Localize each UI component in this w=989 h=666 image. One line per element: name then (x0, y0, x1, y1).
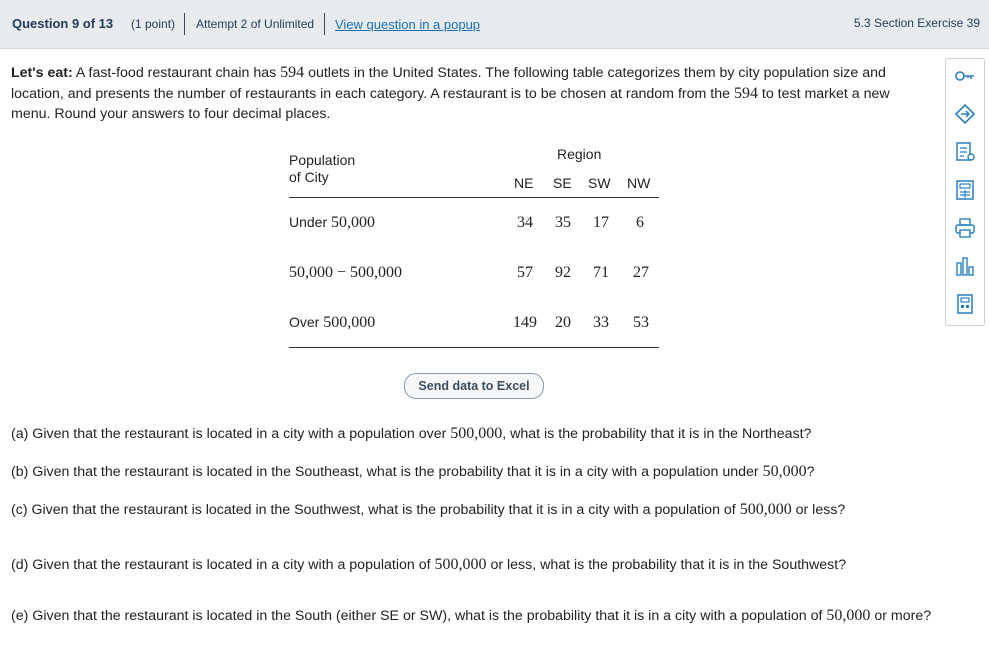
row-label: Over 500,000 (289, 314, 376, 331)
cell-nw: 6 (636, 214, 644, 231)
problem-text: A fast-food restaurant chain has (72, 65, 281, 81)
col-header-se: SE (553, 175, 572, 191)
question-d: (d) Given that the restaurant is located in a city with a population of 500,000 or less, what is the probability that it is in the Southwest? (11, 556, 847, 573)
region-label: Region (557, 146, 602, 162)
checklist-icon[interactable] (954, 141, 976, 163)
question-header (0, 0, 989, 49)
col-header-nw: NW (627, 175, 651, 191)
calculator-icon[interactable] (954, 179, 976, 201)
row-header-city: of City (289, 169, 329, 185)
key-icon[interactable] (954, 65, 976, 87)
cell-sw: 71 (593, 264, 609, 281)
row-label: Under 50,000 (289, 214, 376, 231)
send-to-excel-button[interactable]: Send data to Excel (404, 373, 544, 399)
problem-number: 594 (733, 84, 758, 102)
problem-text: outlets in the United States. The following table categorizes them by city population size and location, and presents the number of restaurants in each category. A restaurant is to be chosen at random from the (11, 65, 886, 102)
table-bottom-rule (289, 347, 659, 348)
problem-number: 594 (280, 64, 305, 81)
question-counter: Question 9 of 13 (12, 16, 114, 31)
attempt-label: Attempt 2 of Unlimited (196, 17, 315, 31)
row-header-population: Population (289, 152, 356, 168)
table-header-rule (289, 197, 659, 198)
cell-nw: 53 (633, 314, 649, 331)
col-header-sw: SW (588, 175, 611, 191)
cell-ne: 34 (517, 214, 533, 231)
question-a: (a) Given that the restaurant is located in a city with a population over 500,000, what is the probability that it is in the Northeast? (11, 425, 812, 442)
bar-chart-icon[interactable] (954, 255, 976, 277)
cell-sw: 33 (593, 314, 609, 331)
cell-nw: 27 (633, 264, 649, 281)
row-label: 50,000 − 500,000 (289, 264, 403, 281)
tools-sidebar (945, 58, 985, 326)
cell-se: 92 (555, 264, 571, 281)
cell-ne: 149 (513, 314, 537, 331)
print-icon[interactable] (954, 217, 976, 239)
popup-link[interactable]: View question in a popup (335, 17, 481, 32)
points-label: (1 point) (131, 17, 176, 31)
question-e: (e) Given that the restaurant is located in the South (either SE or SW), what is the probability that it is in a city with a population of 50,000 or more? (11, 607, 932, 624)
problem-statement (11, 63, 921, 125)
problem-text: to test market a new menu. Round your answers to four decimal places. (11, 85, 890, 122)
question-b: (b) Given that the restaurant is located in the Southeast, what is the probability that it is in a city with a population under 50,000? (11, 463, 815, 480)
tag-icon[interactable] (954, 103, 976, 125)
col-header-ne: NE (514, 175, 534, 191)
section-label: 5.3 Section Exercise 39 (853, 16, 980, 30)
problem-lead: Let's eat: (11, 65, 73, 81)
cell-ne: 57 (517, 264, 533, 281)
cell-sw: 17 (593, 214, 609, 231)
header-divider (184, 13, 185, 35)
cell-se: 20 (555, 314, 571, 331)
cell-se: 35 (555, 214, 571, 231)
header-divider (324, 13, 325, 35)
calculator-doc-icon[interactable] (954, 293, 976, 315)
question-c: (c) Given that the restaurant is located in the Southwest, what is the probability that it is in a city with a population of 500,000 or less? (11, 501, 846, 518)
